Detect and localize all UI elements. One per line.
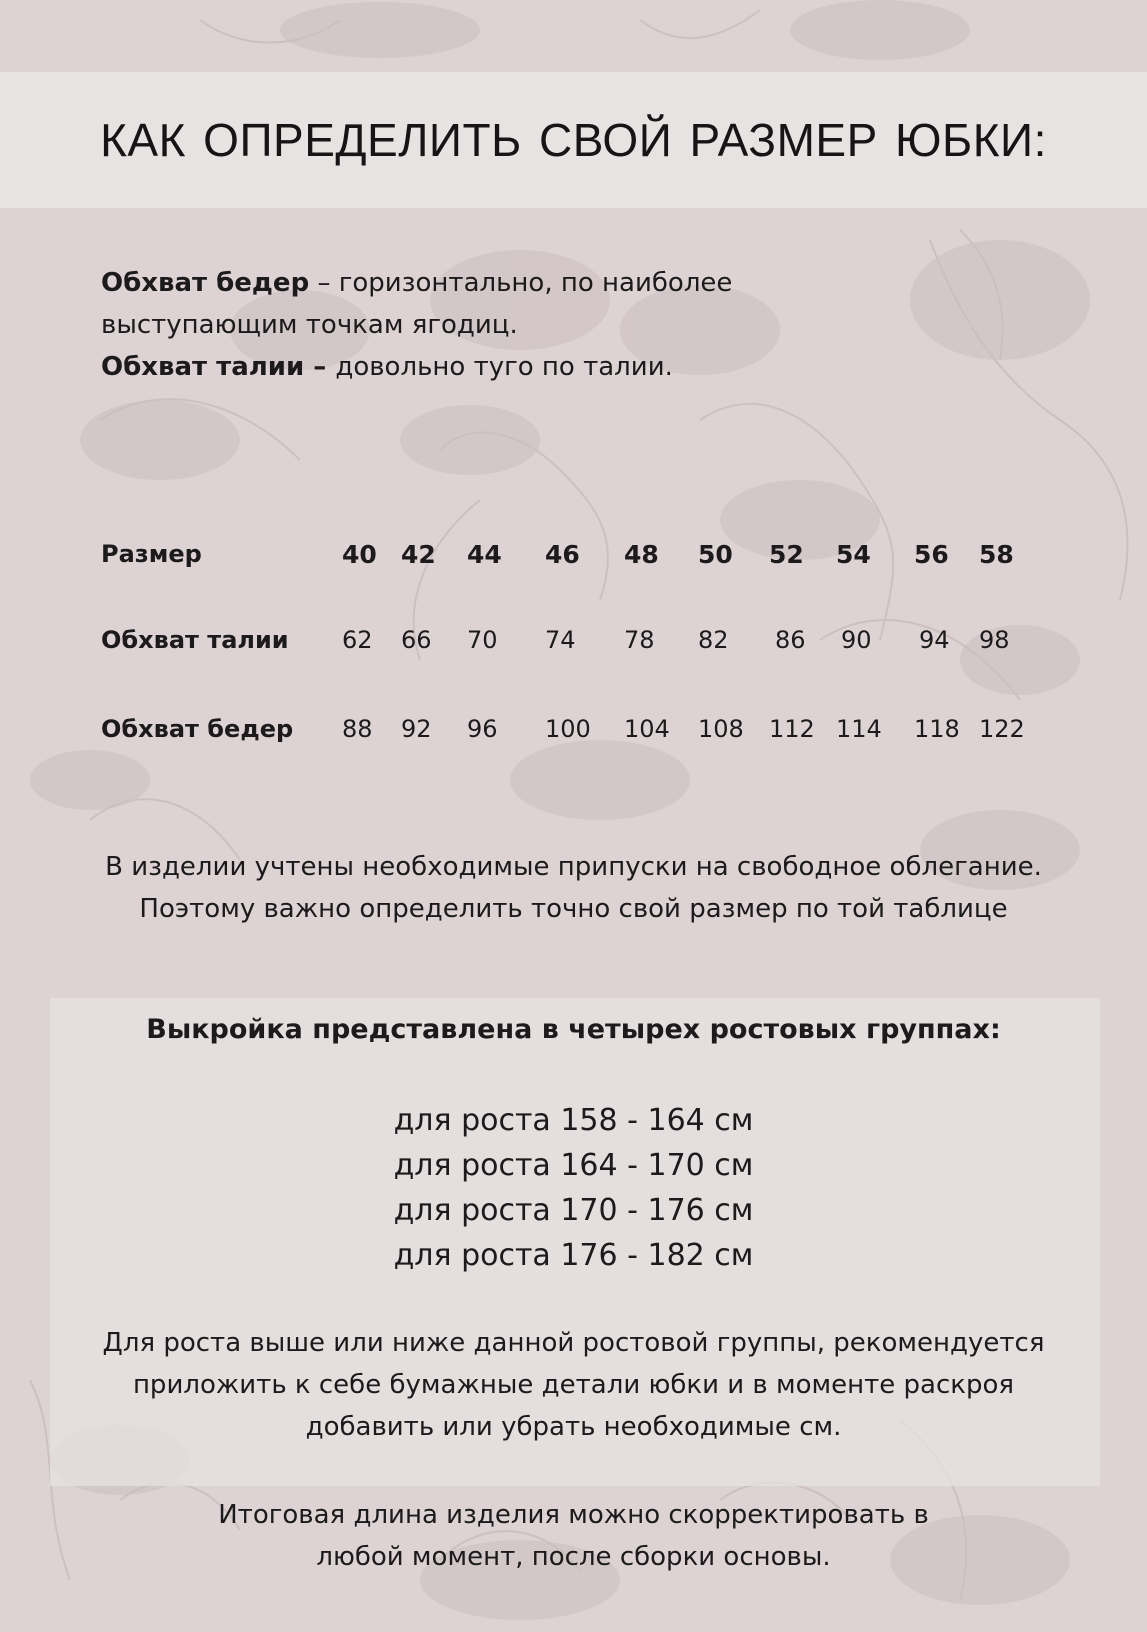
height-group-item: для роста 158 - 164 см [393, 1103, 754, 1138]
size-cell: 40 [342, 540, 377, 569]
size-cell: 42 [401, 540, 436, 569]
size-cell: 50 [698, 540, 733, 569]
waist-cell: 66 [401, 626, 432, 654]
row-label-size: Размер [101, 540, 202, 568]
size-cell: 52 [769, 540, 804, 569]
hips-cell: 104 [624, 715, 670, 743]
final-note-line: Итоговая длина изделия можно скорректировать в [218, 1500, 929, 1530]
height-groups-title: Выкройка представлена в четырех ростовых группах: [146, 1014, 1001, 1045]
final-note [0, 1494, 1147, 1578]
row-label-waist: Обхват талии [101, 626, 289, 654]
page-title: КАК ОПРЕДЕЛИТЬ СВОЙ РАЗМЕР ЮБКИ: [100, 114, 1047, 166]
size-cell: 56 [914, 540, 949, 569]
title-band [0, 72, 1147, 208]
height-advice-line: добавить или убрать необходимые см. [305, 1412, 842, 1442]
hips-cell: 122 [979, 715, 1025, 743]
waist-row [101, 626, 1101, 660]
waist-term: Обхват талии – [101, 352, 336, 382]
waist-cell: 82 [698, 626, 729, 654]
waist-cell: 90 [841, 626, 872, 654]
hips-cell: 92 [401, 715, 432, 743]
waist-cell: 74 [545, 626, 576, 654]
height-group-item: для роста 176 - 182 см [393, 1238, 754, 1273]
size-row [101, 540, 1101, 574]
waist-cell: 86 [775, 626, 806, 654]
waist-cell: 78 [624, 626, 655, 654]
waist-instruction [101, 346, 1001, 388]
hips-cell: 114 [836, 715, 882, 743]
hips-cell: 112 [769, 715, 815, 743]
hips-instruction-continued: выступающим точкам ягодиц. [101, 310, 518, 340]
hips-cell: 100 [545, 715, 591, 743]
hips-instruction [101, 262, 1001, 304]
waist-cell: 62 [342, 626, 373, 654]
height-advice-line: Для роста выше или ниже данной ростовой группы, рекомендуется [102, 1328, 1045, 1358]
height-groups-list [0, 1098, 1147, 1278]
waist-cell: 94 [919, 626, 950, 654]
hips-cell: 96 [467, 715, 498, 743]
size-cell: 44 [467, 540, 502, 569]
measurement-instructions [101, 262, 1001, 388]
hips-cell: 88 [342, 715, 373, 743]
waist-description: довольно туго по талии. [335, 352, 673, 382]
height-advice-line: приложить к себе бумажные детали юбки и в моменте раскроя [132, 1370, 1015, 1400]
hips-term: Обхват бедер [101, 268, 310, 298]
hips-row [101, 715, 1101, 749]
allowance-note [0, 846, 1147, 930]
hips-description: – горизонтально, по наиболее [309, 268, 733, 298]
size-cell: 54 [836, 540, 871, 569]
hips-cell: 118 [914, 715, 960, 743]
row-label-hips: Обхват бедер [101, 715, 294, 743]
final-note-line: любой момент, после сборки основы. [316, 1542, 831, 1572]
size-cell: 46 [545, 540, 580, 569]
size-cell: 48 [624, 540, 659, 569]
size-cell: 58 [979, 540, 1014, 569]
waist-cell: 98 [979, 626, 1010, 654]
waist-cell: 70 [467, 626, 498, 654]
height-advice [0, 1322, 1147, 1448]
hips-cell: 108 [698, 715, 744, 743]
height-group-item: для роста 170 - 176 см [393, 1193, 754, 1228]
allowance-note-line: В изделии учтены необходимые припуски на свободное облегание. [105, 852, 1042, 882]
height-group-item: для роста 164 - 170 см [393, 1148, 754, 1183]
allowance-note-line: Поэтому важно определить точно свой размер по той таблице [139, 894, 1008, 924]
